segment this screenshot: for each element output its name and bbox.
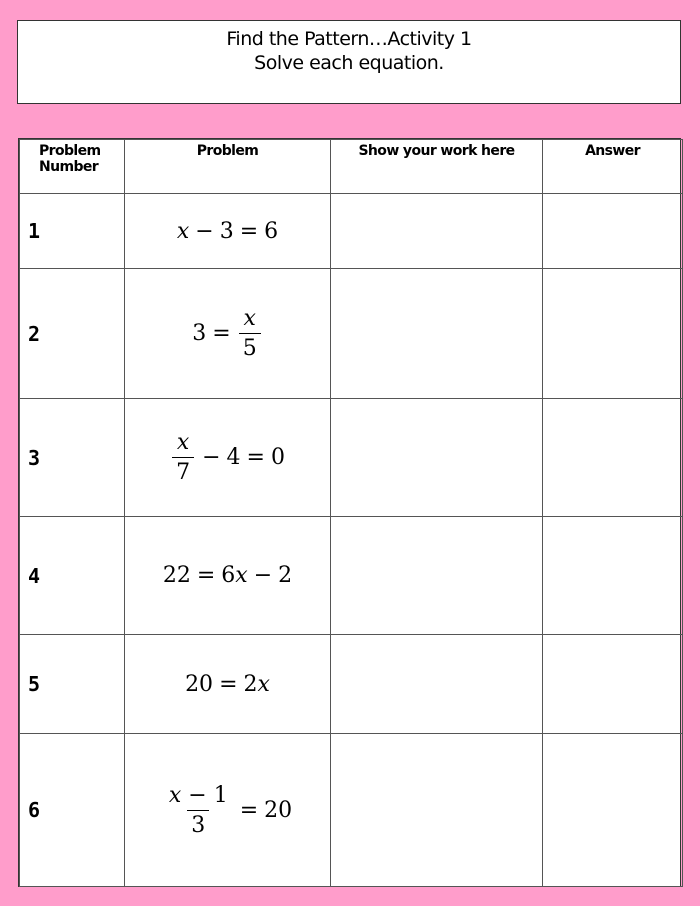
problem-equation: 22 = 6x − 2 — [125, 517, 331, 635]
worksheet-title: Find the Pattern…Activity 1 — [226, 28, 472, 50]
column-header-work: Show your work here — [331, 140, 543, 194]
table-row — [20, 399, 683, 517]
answer-cell[interactable] — [543, 269, 683, 399]
table-row — [20, 269, 683, 399]
column-header-answer: Answer — [543, 140, 683, 194]
worksheet-table-container — [18, 138, 681, 887]
work-cell[interactable] — [331, 194, 543, 269]
work-cell[interactable] — [331, 734, 543, 887]
table-row — [20, 194, 683, 269]
problem-equation: 20 = 2x — [125, 635, 331, 734]
answer-cell[interactable] — [543, 635, 683, 734]
column-header-problem-number: Problem Number — [20, 140, 125, 194]
problem-number: 2 — [20, 269, 125, 399]
answer-cell[interactable] — [543, 517, 683, 635]
work-cell[interactable] — [331, 517, 543, 635]
problem-number: 1 — [20, 194, 125, 269]
problem-number: 3 — [20, 399, 125, 517]
problem-equation: 3 = $\frac{x}{5}$ — [125, 269, 331, 399]
work-cell[interactable] — [331, 399, 543, 517]
table-row — [20, 517, 683, 635]
problem-number: 5 — [20, 635, 125, 734]
title-box — [17, 20, 681, 104]
problem-number: 4 — [20, 517, 125, 635]
problem-equation: x − 3 = 6 — [125, 194, 331, 269]
answer-cell[interactable] — [543, 194, 683, 269]
problem-number: 6 — [20, 734, 125, 887]
worksheet-subtitle: Solve each equation. — [254, 52, 444, 74]
answer-cell[interactable] — [543, 734, 683, 887]
table-row — [20, 734, 683, 887]
work-cell[interactable] — [331, 269, 543, 399]
problem-equation: $\frac{x - 1}{3}$ = 20 — [125, 734, 331, 887]
worksheet-table — [19, 139, 683, 887]
work-cell[interactable] — [331, 635, 543, 734]
column-header-problem: Problem — [125, 140, 331, 194]
answer-cell[interactable] — [543, 399, 683, 517]
table-header-row — [20, 140, 683, 194]
table-row — [20, 635, 683, 734]
problem-equation: $\frac{x}{7}$ − 4 = 0 — [125, 399, 331, 517]
